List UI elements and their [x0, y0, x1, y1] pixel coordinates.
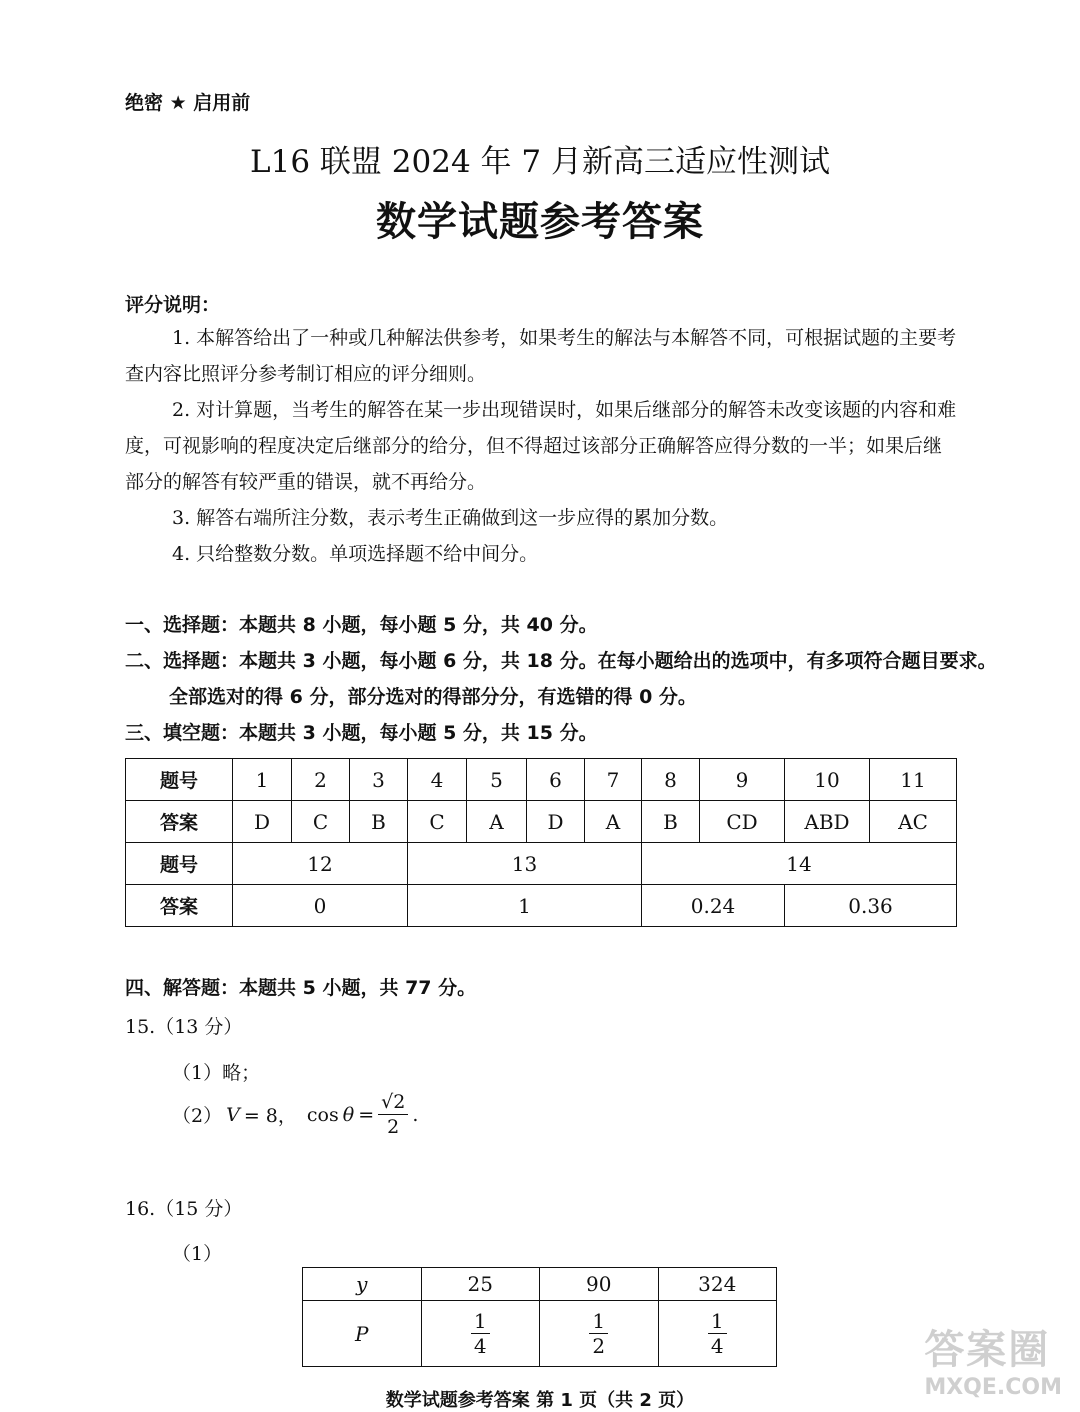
y-value: 324: [658, 1268, 777, 1301]
question-number: 2: [292, 759, 350, 801]
answer-header: 答案: [126, 801, 233, 843]
answer-cell: 0.24: [642, 885, 785, 927]
volume-value: = 8，: [243, 1105, 297, 1127]
answer-cell: AC: [870, 801, 957, 843]
answer-cell: CD: [700, 801, 785, 843]
answer-cell: ABD: [785, 801, 870, 843]
cos-function: cos: [306, 1103, 339, 1126]
watermark: [924, 1318, 1062, 1400]
numerator: √2: [378, 1090, 408, 1115]
exam-title: L16 联盟 2024 年 7 月新高三适应性测试: [250, 144, 830, 180]
scoring-heading: 评分说明：: [125, 294, 221, 316]
table-row: [126, 885, 957, 927]
scoring-item-3: 3. 解答右端所注分数，表示考生正确做到这一步应得的累加分数。: [172, 507, 729, 529]
answer-cell: C: [292, 801, 350, 843]
p-label: P: [303, 1301, 422, 1367]
scoring-item-1: 1. 本解答给出了一种或几种解法供参考，如果考生的解法与本解答不同，可根据试题的主要考查内容比照评分参考制订相应的评分细则。: [125, 327, 957, 385]
question-number: 3: [350, 759, 408, 801]
answer-cell: B: [642, 801, 700, 843]
q16-title: 16.（15 分）: [125, 1198, 243, 1220]
page-title: 数学试题参考答案: [376, 199, 704, 245]
answer-cell: 1: [408, 885, 642, 927]
denominator: 4: [473, 1334, 487, 1358]
watermark-logo: 答案圈: [924, 1327, 1051, 1373]
secret-label: 绝密 ★ 启用前: [125, 92, 251, 114]
y-value: 90: [540, 1268, 659, 1301]
q16-part1: （1）: [172, 1243, 223, 1265]
scoring-item-4: 4. 只给整数分数。单项选择题不给中间分。: [172, 543, 539, 565]
question-number: 13: [408, 843, 642, 885]
question-number: 5: [467, 759, 527, 801]
answer-cell: A: [467, 801, 527, 843]
table-row: [126, 801, 957, 843]
table-row: [126, 843, 957, 885]
answer-cell: D: [527, 801, 585, 843]
answer-cell: B: [350, 801, 408, 843]
question-number: 14: [642, 843, 957, 885]
watermark-url: MXQE.COM: [924, 1375, 1062, 1400]
fraction: [378, 1090, 408, 1139]
question-number-header: 题号: [126, 843, 233, 885]
question-number-header: 题号: [126, 759, 233, 801]
question-number: 12: [233, 843, 408, 885]
question-number: 1: [233, 759, 292, 801]
question-number: 10: [785, 759, 870, 801]
p-value: [658, 1301, 777, 1367]
p-value: [421, 1301, 540, 1367]
answer-table: [125, 758, 957, 927]
part-label: （2）: [172, 1105, 223, 1127]
numerator: 1: [708, 1309, 727, 1334]
answer-cell: 0: [233, 885, 408, 927]
answer-cell: C: [408, 801, 467, 843]
table-row: [303, 1301, 777, 1367]
question-number: 7: [585, 759, 642, 801]
scoring-item-2: 2. 对计算题，当考生的解答在某一步出现错误时，如果后继部分的解答未改变该题的内容和难度，可视影响的程度决定后继部分的给分，但不得超过该部分正确解答应得分数的一半；如果后继部分的解答有较严重的错误，就不再给分。: [125, 399, 957, 493]
answer-cell: A: [585, 801, 642, 843]
numerator: 1: [471, 1309, 490, 1334]
equals-sign: =: [358, 1103, 375, 1126]
question-number: 4: [408, 759, 467, 801]
distribution-table: [302, 1267, 777, 1367]
section-2-heading: 二、选择题：本题共 3 小题，每小题 6 分，共 18 分。在每小题给出的选项中，有多项符合题目要求。全部选对的得 6 分，部分选对的得部分分，有选错的得 0 分。: [125, 650, 997, 708]
denominator: 2: [387, 1116, 400, 1138]
period: .: [412, 1103, 419, 1126]
volume-symbol: V: [226, 1103, 240, 1126]
table-row: [126, 759, 957, 801]
question-number: 8: [642, 759, 700, 801]
q15-title: 15.（13 分）: [125, 1016, 243, 1038]
q15-part2: [172, 1090, 418, 1139]
numerator: 1: [589, 1309, 608, 1334]
section-3-heading: 三、填空题：本题共 3 小题，每小题 5 分，共 15 分。: [125, 722, 598, 744]
p-value: [540, 1301, 659, 1367]
section-1-heading: 一、选择题：本题共 8 小题，每小题 5 分，共 40 分。: [125, 614, 598, 636]
answer-cell: D: [233, 801, 292, 843]
y-label: y: [303, 1268, 422, 1301]
q15-part1: （1）略；: [172, 1062, 261, 1084]
question-number: 6: [527, 759, 585, 801]
question-number: 9: [700, 759, 785, 801]
answer-cell: 0.36: [785, 885, 957, 927]
denominator: 2: [592, 1334, 606, 1358]
denominator: 4: [710, 1334, 724, 1358]
table-row: [303, 1268, 777, 1301]
section-4-heading: 四、解答题：本题共 5 小题，共 77 分。: [125, 977, 477, 999]
y-value: 25: [421, 1268, 540, 1301]
answer-header: 答案: [126, 885, 233, 927]
theta-symbol: θ: [342, 1103, 355, 1126]
question-number: 11: [870, 759, 957, 801]
page-footer: 数学试题参考答案 第 1 页（共 2 页）: [385, 1390, 695, 1411]
